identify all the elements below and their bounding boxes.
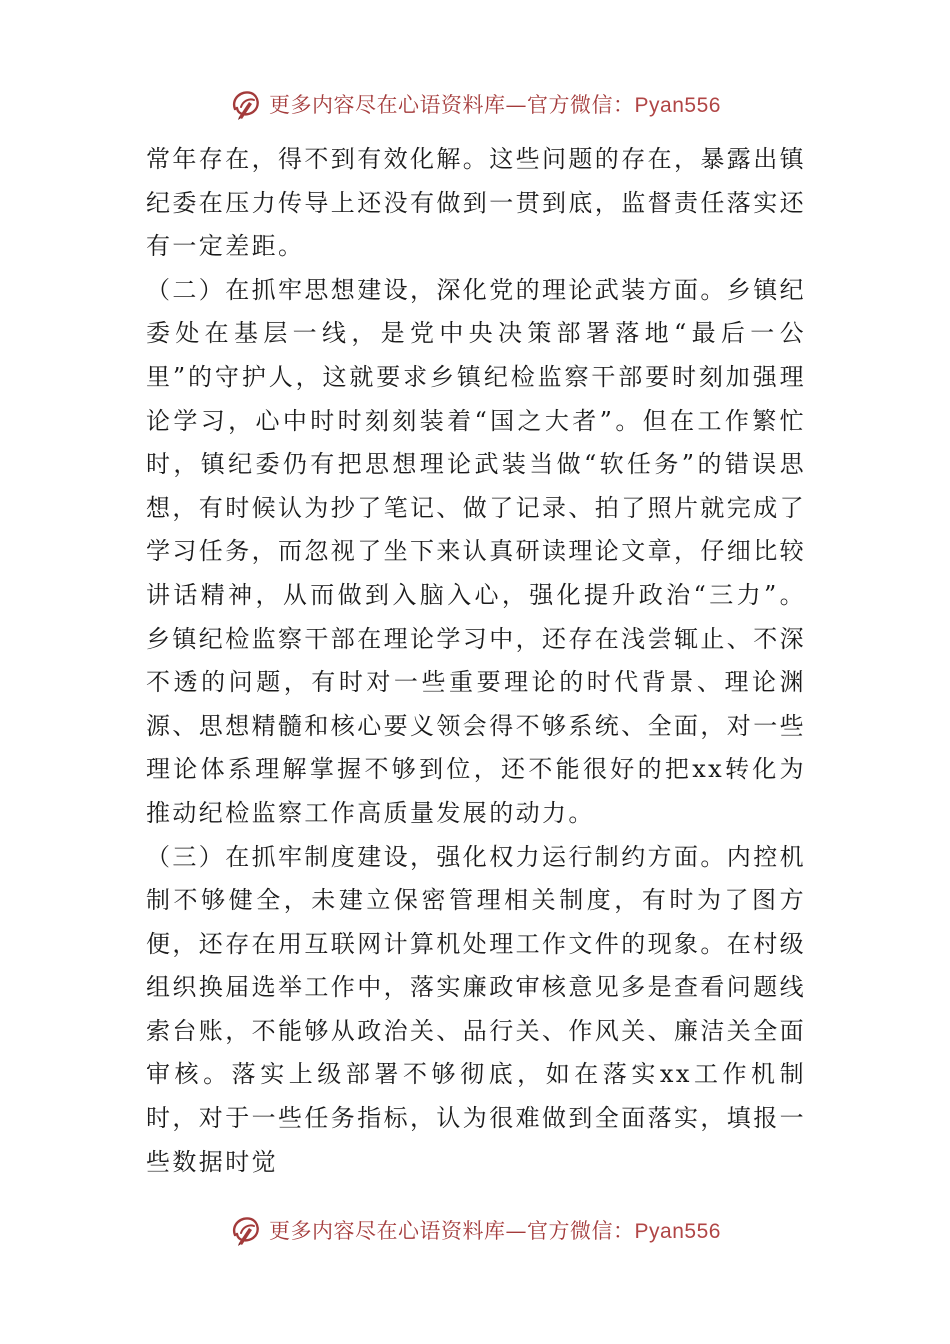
paragraph-continuation: 常年存在，得不到有效化解。这些问题的存在，暴露出镇纪委在压力传导上还没有做到一贯到底，监督责任落实还有一定差距。 — [146, 145, 806, 261]
footer-watermark — [0, 1210, 950, 1250]
document-body — [146, 138, 806, 1184]
header-watermark — [0, 84, 950, 124]
pen-swirl-logo-icon — [229, 87, 263, 121]
watermark-wechat-label: 官方微信： — [527, 93, 635, 117]
paragraph-section-three: （三）在抓牢制度建设，强化权力运行制约方面。内控机制不够健全，未建立保密管理相关制度，有时为了图方便，还存在用互联网计算机处理工作文件的现象。在村级组织换届选举工作中，落实廉政审核意见多是查看问题线索台账，不能够从政治关、品行关、作风关、廉洁关全面审核。落实上级部署不够彻底，如在落实xx工作机制时，对于一些任务指标，认为很难做到全面落实，填报一些数据时觉 — [146, 842, 806, 1176]
watermark-separator: — — [505, 1219, 528, 1243]
watermark-wechat-id: Pyan556 — [634, 94, 721, 117]
paragraph-section-two: （二）在抓牢思想建设，深化党的理论武装方面。乡镇纪委处在基层一线，是党中央决策部署落地“最后一公里”的守护人，这就要求乡镇纪检监察干部要时刻加强理论学习，心中时时刻刻装着“国之大者”。但在工作繁忙时，镇纪委仍有把思想理论武装当做“软任务”的错误思想，有时候认为抄了笔记、做了记录、拍了照片就完成了学习任务，而忽视了坐下来认真研读理论文章，仔细比较讲话精神，从而做到入脑入心，强化提升政治“三力”。乡镇纪检监察干部在理论学习中，还存在浅尝辄止、不深不透的问题，有时对一些重要理论的时代背景、理论渊源、思想精髓和核心要义领会得不够系统、全面，对一些理论体系理解掌握不够到位，还不能很好的把xx转化为推动纪检监察工作高质量发展的动力。 — [146, 275, 806, 827]
watermark-wechat-label: 官方微信： — [527, 1219, 635, 1243]
watermark-wechat-id: Pyan556 — [634, 1220, 721, 1243]
watermark-text — [269, 89, 721, 119]
watermark-main: 更多内容尽在心语资料库 — [269, 93, 506, 117]
watermark-separator: — — [505, 93, 528, 117]
watermark-text — [269, 1215, 721, 1245]
pen-swirl-logo-icon — [229, 1213, 263, 1247]
watermark-main: 更多内容尽在心语资料库 — [269, 1219, 506, 1243]
